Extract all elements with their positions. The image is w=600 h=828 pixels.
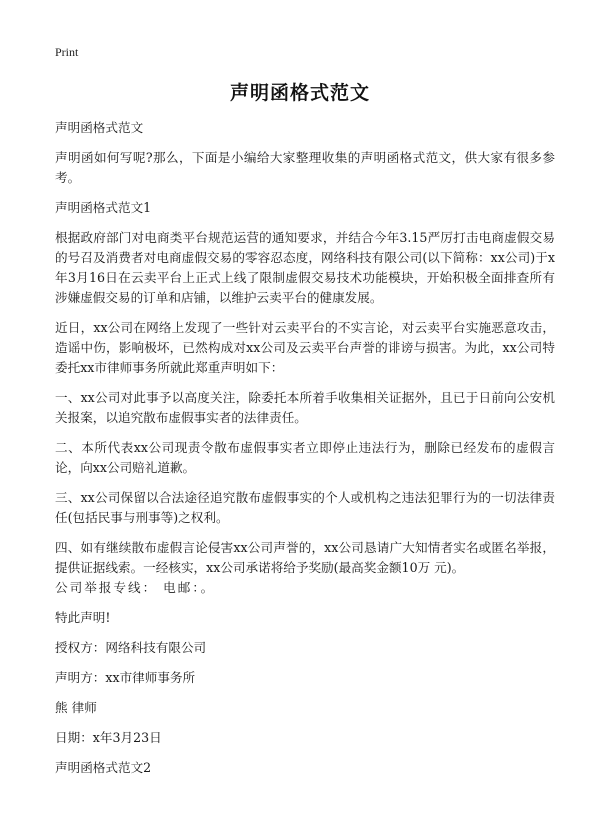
clause-2: 二、本所代表xx公司现责令散布虚假事实者立即停止违法行为，删除已经发布的虚假言论，向xx公司赔礼道歉。 [55, 440, 555, 475]
date-line: 日期：x年3月23日 [55, 730, 162, 745]
sample-heading-1: 声明函格式范文1 [55, 200, 152, 215]
section-heading: 声明函格式范文 [55, 120, 144, 135]
contact-line: 公司举报专线： 电邮：。 [55, 580, 216, 595]
print-label: Print [55, 45, 79, 59]
clause-1: 一、xx公司对此事予以高度关注，除委托本所着手收集相关证据外，且已于日前向公安机关报案，以追究散布虚假事实者的法律责任。 [55, 390, 555, 425]
sample-heading-2: 声明函格式范文2 [55, 760, 152, 775]
authorizer-line: 授权方：网络科技有限公司 [55, 640, 207, 655]
clause-4: 四、如有继续散布虚假言论侵害xx公司声誉的，xx公司恳请广大知情者实名或匿名举报，提供证据线索。一经核实，xx公司承诺将给予奖励(最高奖金额10万 元)。 [55, 540, 555, 575]
body-paragraph: 根据政府部门对电商类平台规范运营的通知要求，并结合今年3.15严厉打击电商虚假交易的号召及消费者对电商虚假交易的零容忍态度，网络科技有限公司(以下简称：xx公司)于x年3月16日在云卖平台上正式上线了限制虚假交易技术功能模块，开始积极全面排查所有涉嫌虚假交易的订单和店铺，以维护云卖平台的健康发展。 [55, 230, 555, 305]
lawyer-name: 熊 律师 [55, 700, 97, 715]
body-paragraph: 近日，xx公司在网络上发现了一些针对云卖平台的不实言论，对云卖平台实施恶意攻击，造谣中伤，影响极坏，已然构成对xx公司及云卖平台声誉的诽谤与损害。为此，xx公司特委托xx市律师事务所就此郑重声明如下： [55, 320, 555, 375]
closing-statement: 特此声明! [55, 610, 111, 625]
page-title: 声明函格式范文 [229, 82, 370, 104]
intro-paragraph: 声明函如何写呢?那么，下面是小编给大家整理收集的声明函格式范文，供大家有很多参考。 [55, 150, 555, 185]
declarer-line: 声明方：xx市律师事务所 [55, 670, 196, 685]
document-body [55, 118, 555, 788]
clause-3: 三、xx公司保留以合法途径追究散布虚假事实的个人或机构之违法犯罪行为的一切法律责任(包括民事与刑事等)之权利。 [55, 490, 555, 525]
